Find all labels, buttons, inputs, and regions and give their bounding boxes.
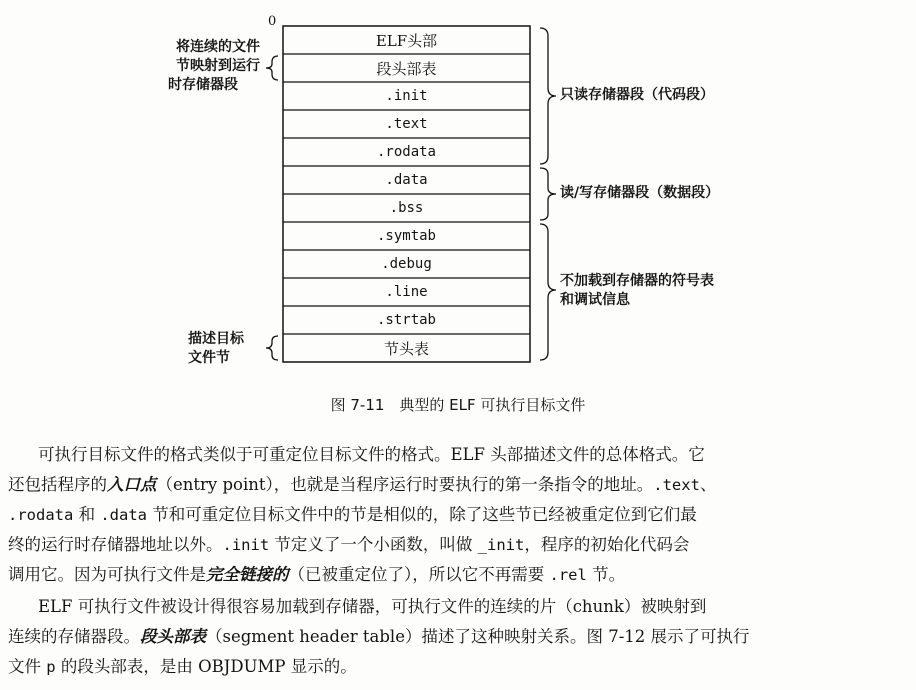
text-run: 节定义了一个小函数，叫做	[269, 535, 478, 554]
code-init: .init	[222, 536, 270, 554]
p1-line-2	[8, 470, 716, 500]
text-run: 文件	[8, 657, 47, 676]
figure-caption: 图 7-11 典型的 ELF 可执行目标文件	[330, 396, 586, 414]
text-run: 还包括程序的	[8, 475, 107, 494]
p2-line-1	[38, 592, 706, 622]
text-run: 的段头部表，是由 OBJDUMP 显示的。	[55, 657, 357, 676]
code-init-func: _init	[477, 536, 525, 554]
p2-line-3	[8, 652, 357, 682]
section-row: .strtab	[376, 312, 436, 328]
left-label-line: 时存储器段	[168, 77, 238, 93]
right-label-readwrite: 读/写存储器段（数据段）	[560, 185, 720, 201]
right-label-line: 和调试信息	[560, 292, 630, 308]
text-run: 终的运行时存储器地址以外。	[8, 535, 223, 554]
left-label-line: 将连续的文件	[176, 39, 260, 55]
p1-line-5	[8, 560, 625, 590]
section-row: .bss	[389, 200, 424, 216]
text-run: ，程序的初始化代码会	[524, 535, 690, 554]
section-row: .init	[385, 88, 428, 104]
code-data: .data	[100, 506, 147, 524]
term-segment-header-table: 段头部表	[140, 627, 206, 646]
left-label-line: 文件节	[188, 350, 230, 366]
section-row: .symtab	[376, 228, 436, 244]
text-run: 调用它。因为可执行文件是	[8, 565, 206, 584]
text-run: （已被重定位了），所以它不再需要	[288, 565, 550, 584]
p2-line-2	[8, 622, 750, 652]
p1-line-4	[8, 530, 689, 560]
section-row: .data	[385, 172, 428, 188]
p1-line-3	[8, 500, 697, 530]
text-run: 连续的存储器段。	[8, 627, 140, 646]
term-entry-point: 入口点	[107, 475, 157, 494]
code-rel: .rel	[549, 566, 587, 584]
left-label-line: 描述目标	[188, 331, 244, 347]
text-run: 、	[699, 475, 717, 494]
code-text: .text	[653, 476, 700, 494]
section-row: .text	[385, 116, 428, 132]
section-row: .line	[385, 284, 428, 300]
left-label-mapping	[160, 38, 260, 95]
left-label-line: 节映射到运行	[176, 58, 260, 74]
code-rodata: .rodata	[8, 506, 74, 524]
section-row: ELF头部	[375, 31, 438, 50]
text-run: 可执行目标文件的格式类似于可重定位目标文件的格式。ELF 头部描述文件的总体格式。它	[38, 445, 705, 464]
section-row: 段头部表	[376, 59, 437, 78]
text-run: ELF 可执行文件被设计得很容易加载到存储器，可执行文件的连续的片（chunk）被映射到	[38, 597, 707, 616]
text-run: （entry point），也就是当程序运行时要执行的第一条指令的地址。	[156, 475, 654, 494]
text-run: 和	[73, 505, 101, 524]
code-p: p	[46, 658, 56, 676]
offset-zero: 0	[268, 14, 277, 29]
text-run: （segment header table）描述了这种映射关系。图 7-12 展示了可执行	[206, 627, 750, 646]
right-label-readonly: 只读存储器段（代码段）	[560, 87, 714, 103]
term-fully-linked: 完全链接的	[206, 565, 289, 584]
left-label-describe	[188, 330, 244, 368]
section-row: 节头表	[383, 339, 429, 358]
text-run: 节和可重定位目标文件中的节是相似的，除了这些节已经被重定位到它们最	[147, 505, 697, 524]
right-label-notloaded	[560, 272, 714, 310]
text-run: 节。	[586, 565, 626, 584]
section-row: .debug	[381, 256, 432, 272]
p1-line-1	[38, 440, 705, 470]
section-row: .rodata	[376, 144, 436, 160]
right-label-line: 不加载到存储器的符号表	[560, 273, 714, 289]
